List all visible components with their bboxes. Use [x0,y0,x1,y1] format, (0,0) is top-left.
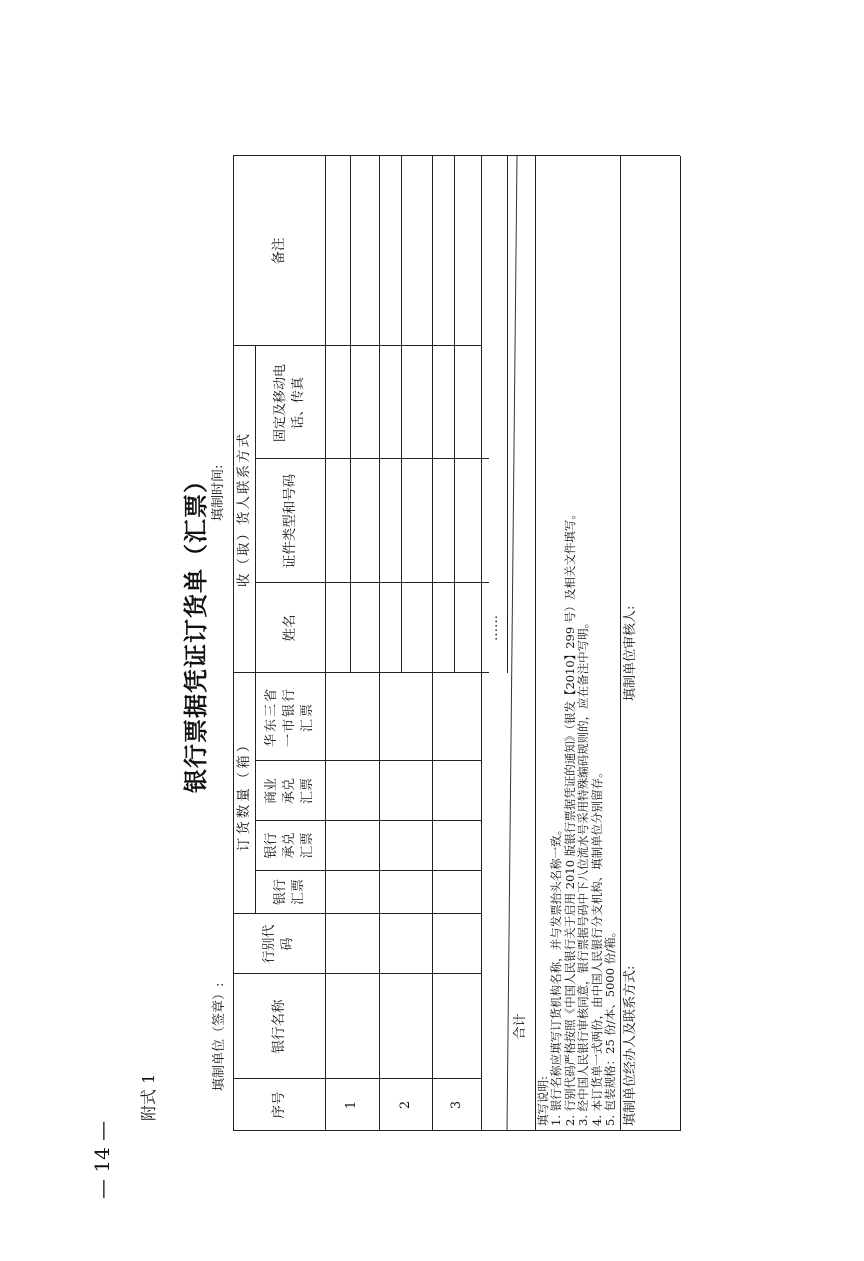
notes-heading: 填写说明: [536,1076,550,1126]
note-5: 5. 包装规格：25 份/本、5000 份/箱。 [603,925,618,1126]
sub-bank-accept: 银行承兑汇票 [264,832,315,859]
reviewer-label: 填制单位审核人: [623,605,638,701]
sub-name: 姓名 [282,614,298,642]
sub-id-type: 证件类型和号码 [282,473,298,569]
row-2-seq: 2 [397,1100,413,1110]
contact-label: 填制单位经办人及联系方式: [623,965,638,1126]
note-4: 4. 本订货单一式两份，由中国人民银行分支机构、填制单位分别留存。 [589,766,604,1126]
annex-label: 附式 1 [139,1073,158,1121]
page-title: 银行票据凭证订货单（汇票） [181,468,210,793]
page-number: — 14 — [90,1120,114,1199]
sub-east-china-draft: 华东三省一市银行汇票 [264,687,315,748]
time-label: 填制时间: [211,464,226,521]
note-3: 3. 经中国人民银行审核同意，银行票据号码中下八位流水号采用特殊编码规则的，应在备注中写明。 [576,616,591,1126]
row-3-seq: 3 [448,1100,464,1110]
note-2: 2. 行别代码严格按照《中国人民银行关于启用 2010 版银行票据凭证的通知》（银发【2010】299 号）及相关文件填写。 [562,508,577,1126]
fill-instructions [537,508,617,1126]
sub-phone: 固定及移动电话、传真 [273,364,306,443]
col-seq-header: 序号 [271,1091,287,1119]
unit-label: 填制单位（签章）: [212,982,227,1091]
col-bank-code-header: 行别代码 [262,924,295,964]
col-receiver-header: 收（取）货人联系方式 [236,432,252,587]
note-1: 1. 银行名称应填写订货机构名称，并与发票抬头名称一致。 [549,823,564,1126]
sub-bank-draft: 银行汇票 [273,879,306,906]
col-bank-name-header: 银行名称 [271,999,287,1054]
col-remark-header: 备注 [271,237,287,265]
col-order-qty-header: 订货数量（箱） [236,735,252,852]
ellipsis-row: …… [486,615,501,641]
sub-commercial-accept: 商业承兑汇票 [264,778,315,805]
row-1-seq: 1 [344,1100,359,1110]
total-label: 合计 [513,1013,528,1040]
